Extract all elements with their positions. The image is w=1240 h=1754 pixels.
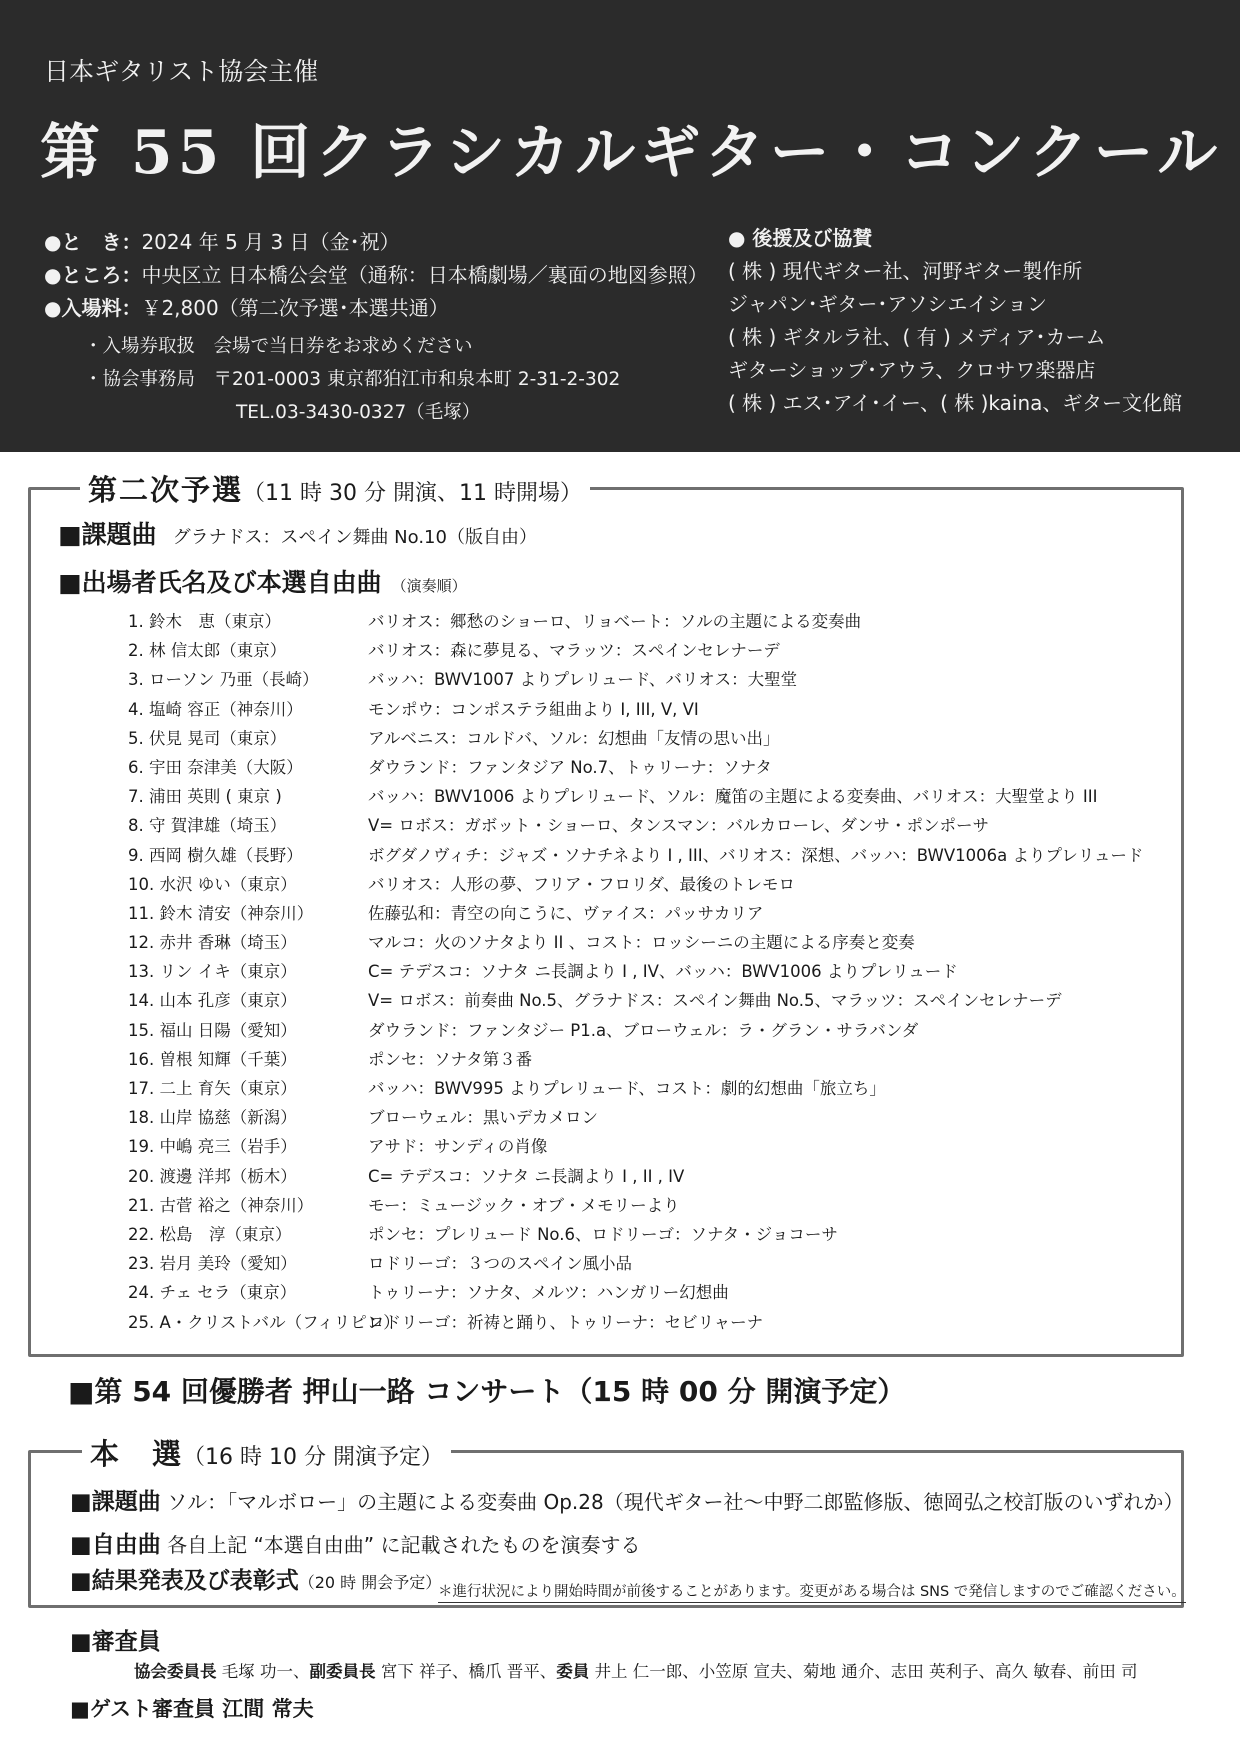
place-value: 中央区立 日本橋公会堂（通称：日本橋劇場／裏面の地図参照） — [141, 263, 708, 287]
vice-label: 副委員長 — [309, 1662, 376, 1681]
contestant-name: 20. 渡邊 洋邦（栃木） — [128, 1166, 297, 1186]
vice-names: 宮下 祥子、橋爪 晋平、 — [380, 1662, 557, 1681]
place-label: ●ところ： — [44, 263, 142, 287]
contestant-piece: ダウランド：ファンタジー P1.a、ブローウェル：ラ・グラン・サラバンダ — [368, 1020, 919, 1040]
contestant-name: 22. 松島 淳（東京） — [128, 1224, 292, 1244]
final-free-label: ■自由曲 — [70, 1532, 161, 1558]
chair-name: 毛塚 功一、 — [221, 1662, 310, 1681]
fee-label: ●入場料： — [44, 296, 142, 320]
winner-concert: ■第 54 回優勝者 押山一路 コンサート（15 時 00 分 開演予定） — [68, 1375, 906, 1408]
sponsor-line: ジャパン･ギター･アソシエイション — [728, 292, 1047, 316]
final-free-text: 各自上記 “本選自由曲” に記載されたものを演奏する — [167, 1533, 641, 1557]
sponsor-line: ( 株 ) エス･アイ･イー、( 株 )kaina、ギター文化館 — [728, 391, 1183, 415]
contestant-name: 25. A・クリストバル（フィリピン） — [128, 1312, 400, 1332]
event-info — [44, 226, 708, 325]
contestant-piece: アサド：サンディの肖像 — [368, 1137, 548, 1157]
contestant-name: 21. 古菅 裕之（神奈川） — [128, 1195, 314, 1215]
contestant-name: 11. 鈴木 清安（神奈川） — [128, 903, 314, 923]
contestant-piece: V= ロボス：ガボット・ショーロ、タンスマン：バルカローレ、ダンサ・ポンポーサ — [368, 816, 990, 836]
set-piece-text: グラナドス：スペイン舞曲 No.10（版自由） — [172, 527, 537, 548]
contestant-name: 18. 山岸 協慈（新潟） — [128, 1108, 297, 1128]
contestant-piece: アルベニス：コルドバ、ソル：幻想曲「友情の思い出」 — [368, 728, 780, 748]
place-line — [44, 259, 708, 292]
prelim-title: 第二次予選 — [88, 473, 244, 507]
schedule-footnote: ＊進行状況により開始時間が前後することがあります。変更がある場合は SNS で発信しますのでご確認ください。 — [438, 1580, 1186, 1603]
contestant-piece: 佐藤弘和：青空の向こうに、ヴァイス：パッサカリア — [368, 903, 764, 923]
page-title: 第 55 回クラシカルギター・コンクール — [40, 118, 1223, 188]
contestant-piece: ロドリーゴ：祈祷と踊り、トゥリーナ：セビリャーナ — [368, 1312, 764, 1332]
sponsors-block — [728, 222, 1182, 420]
contestant-name: 15. 福山 日陽（愛知） — [128, 1020, 297, 1040]
final-title: 本 選 — [90, 1437, 184, 1471]
judges-heading: ■審査員 — [70, 1629, 161, 1655]
contestant-name: 3. ローソン 乃亜（長崎） — [128, 670, 319, 690]
contestant-piece: C= テデスコ：ソナタ ニ長調より I , II , IV — [368, 1166, 685, 1186]
contestant-piece: バッハ：BWV1007 よりプレリュード、バリオス：大聖堂 — [368, 670, 798, 690]
final-result-time: （20 時 開会予定） — [298, 1573, 442, 1592]
contestant-name: 10. 水沢 ゆい（東京） — [128, 874, 297, 894]
contestant-piece: トゥリーナ：ソナタ、メルツ：ハンガリー幻想曲 — [368, 1283, 729, 1303]
contestant-name: 4. 塩崎 容正（神奈川） — [128, 699, 303, 719]
final-result-label: ■結果発表及び表彰式 — [70, 1568, 299, 1594]
contestant-name: 5. 伏見 晃司（東京） — [128, 728, 287, 748]
contestant-name: 2. 林 信太郎（東京） — [128, 641, 287, 661]
contestant-name: 16. 曽根 知輝（千葉） — [128, 1049, 297, 1069]
judges-list — [134, 1658, 1137, 1682]
ticket-notes — [84, 330, 620, 429]
chair-label: 協会委員長 — [134, 1662, 217, 1681]
contestant-piece: モー：ミュージック・オブ・メモリーより — [368, 1195, 680, 1215]
note-line: ・協会事務局 〒201-0003 東京都狛江市和泉本町 2-31-2-302 — [84, 369, 621, 390]
member-label: 委員 — [556, 1662, 590, 1681]
sponsor-line: ギターショップ･アウラ、クロサワ楽器店 — [728, 358, 1096, 382]
contestant-piece: マルコ：火のソナタより II 、コスト：ロッシーニの主題による序奏と変奏 — [368, 933, 915, 953]
contestant-piece: C= テデスコ：ソナタ ニ長調より I , IV、バッハ：BWV1006 よりプレリュード — [368, 962, 958, 982]
contestant-piece: モンポウ：コンポステラ組曲より I, III, V, VI — [368, 699, 699, 719]
set-piece-label: ■課題曲 — [58, 520, 157, 549]
final-results — [70, 1562, 441, 1595]
contestant-piece: バリオス：郷愁のショーロ、リョベート：ソルの主題による変奏曲 — [368, 612, 862, 631]
final-set-piece-label: ■課題曲 — [70, 1489, 161, 1515]
date-line — [44, 226, 708, 259]
list-label: ■出場者氏名及び本選自由曲 — [58, 568, 382, 597]
prelim-time: （11 時 30 分 開演、11 時開場） — [243, 481, 582, 506]
contestant-name: 13. リン イキ（東京） — [128, 962, 297, 982]
contestant-piece: V= ロボス：前奏曲 No.5、グラナドス：スペイン舞曲 No.5、マラッツ：スペインセレナーデ — [368, 991, 1062, 1011]
final-set-piece-text: ソル：「マルボロー」の主題による変奏曲 Op.28（現代ギター社～中野二郎監修版、徳岡弘之校訂版のいずれか） — [167, 1490, 1184, 1514]
contestant-piece: ロドリーゴ：３つのスペイン風小品 — [368, 1254, 632, 1274]
organizer: 日本ギタリスト協会主催 — [44, 57, 319, 86]
contestant-name: 17. 二上 育矢（東京） — [128, 1079, 297, 1098]
contestant-list-heading — [58, 563, 467, 599]
sponsor-line: ( 株 ) ギタルラ社、( 有 ) メディア･カーム — [728, 325, 1106, 349]
contestant-piece: ポンセ：ソナタ第３番 — [368, 1049, 533, 1069]
contestant-piece: ボグダノヴィチ：ジャズ・ソナチネより I , III、バリオス：深想、バッハ：BWV1006a よりプレリュード — [368, 845, 1144, 865]
contestant-piece: バッハ：BWV995 よりプレリュード、コスト：劇的幻想曲「旅立ち」 — [368, 1079, 886, 1098]
list-note: （演奏順） — [391, 577, 467, 595]
contestant-name: 1. 鈴木 恵（東京） — [128, 612, 281, 631]
contestant-piece: ブローウェル：黒いデカメロン — [368, 1108, 599, 1128]
sponsor-line: ( 株 ) 現代ギター社、河野ギター製作所 — [728, 259, 1083, 283]
contestant-name: 14. 山本 孔彦（東京） — [128, 991, 297, 1011]
date-label: ●と き： — [44, 230, 142, 254]
contestant-name: 24. チェ セラ（東京） — [128, 1283, 297, 1303]
prelim-set-piece — [58, 515, 537, 551]
contestant-piece: バッハ：BWV1006 よりプレリュード、ソル：魔笛の主題による変奏曲、バリオス：大聖堂より III — [368, 787, 1098, 807]
contestant-piece: バリオス：森に夢見る、マラッツ：スペインセレナーデ — [368, 641, 780, 661]
contestant-piece: ポンセ：プレリュード No.6、ロドリーゴ：ソナタ・ジョコーサ — [368, 1224, 838, 1244]
fee-value: ￥2,800（第二次予選･本選共通） — [141, 296, 449, 320]
contestant-name: 19. 中嶋 亮三（岩手） — [128, 1137, 297, 1157]
contestant-name: 6. 宇田 奈津美（大阪） — [128, 757, 303, 777]
contestant-name: 9. 西岡 樹久雄（長野） — [128, 845, 303, 865]
contestant-name: 8. 守 賀津雄（埼玉） — [128, 816, 287, 836]
sponsors-heading: ● 後援及び協賛 — [728, 226, 873, 250]
final-time: （16 時 10 分 開演予定） — [183, 1445, 443, 1470]
final-set-piece — [70, 1483, 1184, 1516]
final-legend — [82, 1432, 451, 1473]
header-banner — [0, 0, 1240, 452]
note-line: ・入場券取扱 会場で当日券をお求めください — [84, 336, 473, 357]
prelim-legend — [80, 468, 590, 509]
date-value: 2024 年 5 月 3 日（金･祝） — [141, 230, 400, 254]
contestant-name: 12. 赤井 香琳（埼玉） — [128, 933, 297, 953]
note-line: TEL.03-3430-0327（毛塚） — [236, 402, 481, 423]
contestant-name: 7. 浦田 英則 ( 東京 ) — [128, 787, 282, 807]
final-free-piece — [70, 1526, 641, 1559]
contestant-name: 23. 岩月 美玲（愛知） — [128, 1254, 297, 1274]
guest-judge: ■ゲスト審査員 江間 常夫 — [70, 1697, 314, 1721]
member-names: 井上 仁一郎、小笠原 宣夫、菊地 通介、志田 英利子、高久 敏春、前田 司 — [594, 1662, 1138, 1681]
contestant-piece: バリオス：人形の夢、フリア・フロリダ、最後のトレモロ — [368, 874, 796, 894]
fee-line — [44, 292, 708, 325]
contestant-piece: ダウランド：ファンタジア No.7、トゥリーナ：ソナタ — [368, 757, 772, 777]
